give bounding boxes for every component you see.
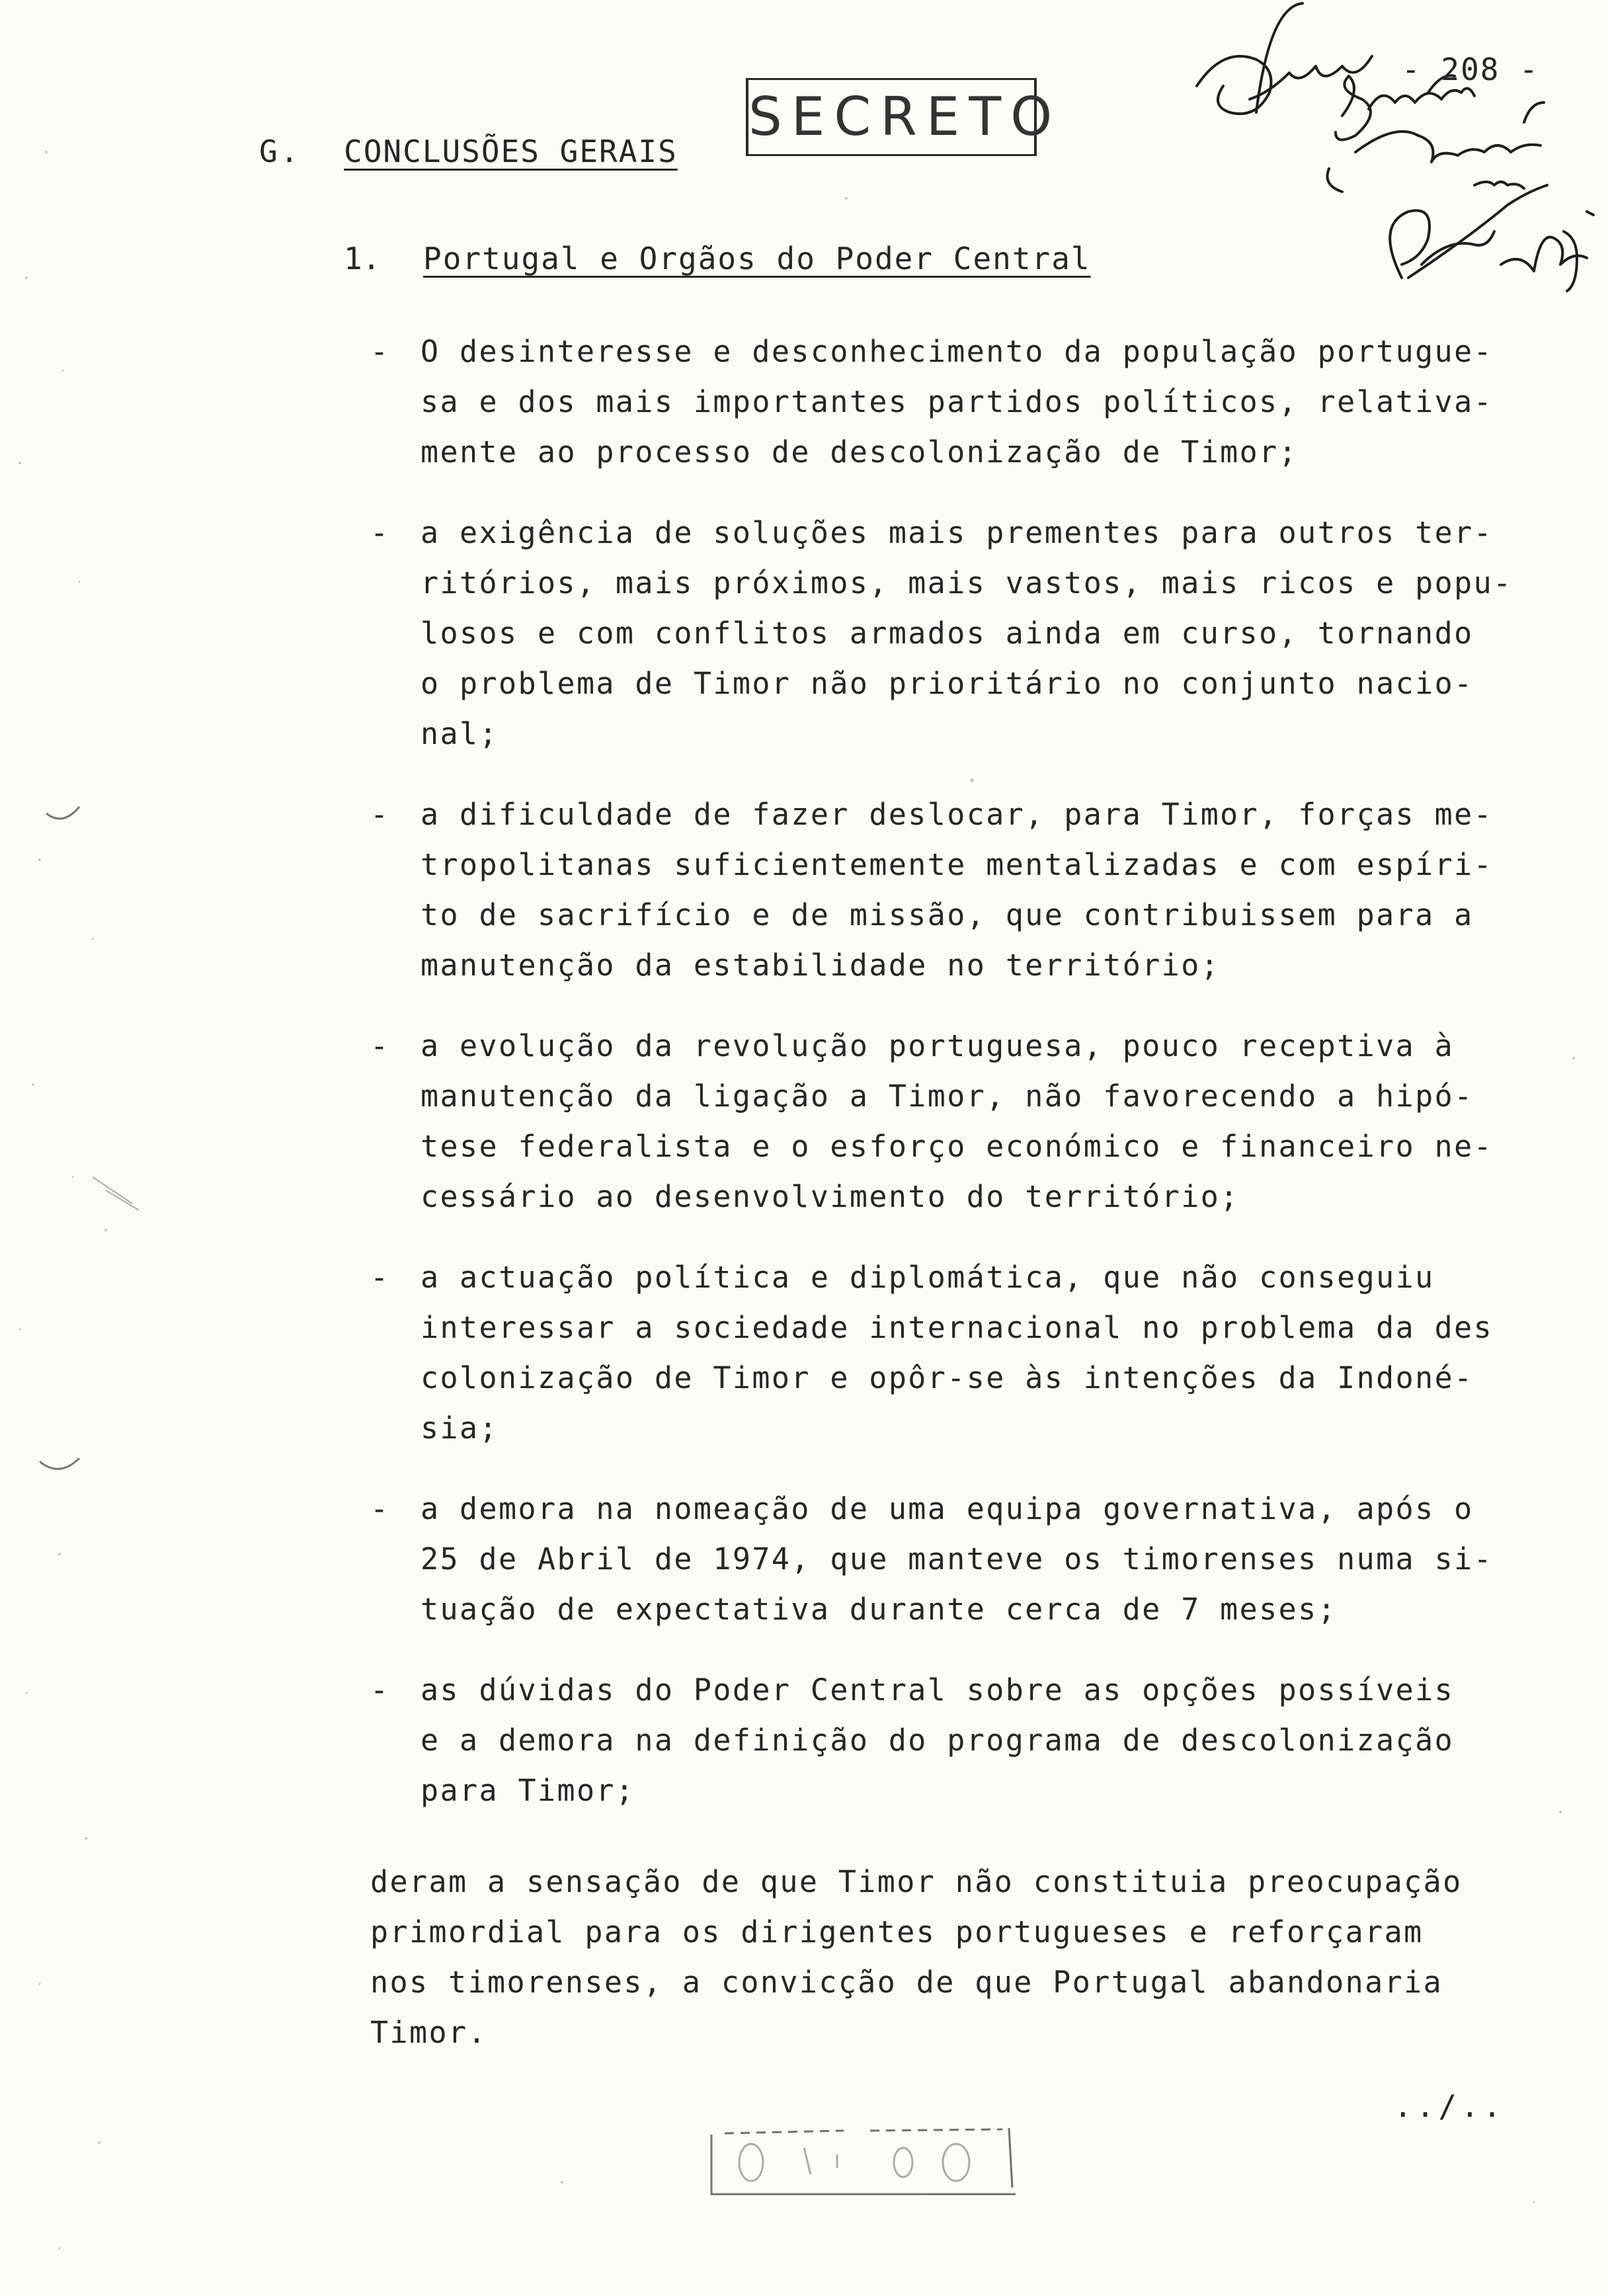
section-letter: G. [259, 134, 302, 169]
text-line: as dúvidas do Poder Central sobre as opções possíveis [421, 1672, 1455, 1707]
text-line: O desinteresse e desconhecimento da população portugue- [421, 334, 1494, 369]
text-line: nal; [421, 716, 499, 751]
page-number: - 208 - [1402, 52, 1539, 87]
section-title: CONCLUSÕES GERAIS [344, 134, 678, 169]
text-line: colonização de Timor e opôr-se às intenções da Indoné- [421, 1360, 1474, 1395]
list-dash: - [370, 1672, 390, 1707]
text-line: tropolitanas suficientemente mentalizadas e com espíri- [421, 847, 1494, 882]
conclusion-list [370, 327, 1560, 1846]
text-line: manutenção da ligação a Timor, não favorecendo a hipó- [421, 1079, 1474, 1114]
list-item [370, 1484, 1560, 1635]
text-line: mente ao processo de descolonização de Timor; [421, 434, 1299, 470]
text-line: 25 de Abril de 1974, que manteve os timorenses numa si- [421, 1541, 1494, 1577]
list-item [370, 1665, 1560, 1816]
text-line: o problema de Timor não prioritário no conjunto nacio- [421, 666, 1474, 701]
text-line: cessário ao desenvolvimento do território; [421, 1179, 1240, 1214]
list-item [370, 790, 1560, 991]
text-line: a evolução da revolução portuguesa, pouco receptiva à [421, 1028, 1455, 1063]
text-line: para Timor; [421, 1773, 635, 1808]
list-dash: - [370, 515, 390, 550]
text-line: tuação de expectativa durante cerca de 7 meses; [421, 1592, 1338, 1627]
archive-stamp [705, 2121, 1022, 2201]
subsection-title: Portugal e Orgãos do Poder Central [423, 241, 1091, 276]
text-line: a demora na nomeação de uma equipa governativa, após o [421, 1491, 1474, 1526]
text-line: ritórios, mais próximos, mais vastos, mais ricos e popu- [421, 565, 1513, 600]
continuation-mark: ../.. [1394, 2088, 1506, 2124]
subsection-number: 1. [344, 241, 381, 276]
list-dash: - [370, 1491, 390, 1526]
text-line: a exigência de soluções mais prementes para outros ter- [421, 515, 1494, 550]
text-line: nos timorenses, a convicção de que Portugal abandonaria [370, 1965, 1443, 2000]
text-line: interessar a sociedade internacional no problema da des [421, 1310, 1494, 1345]
handwritten-approval-annotation [1190, 0, 1600, 311]
text-line: sa e dos mais importantes partidos políticos, relativa- [421, 384, 1494, 419]
conclusion-paragraph [370, 1857, 1574, 2058]
list-dash: - [370, 1260, 390, 1295]
text-line: a actuação política e diplomática, que não conseguiu [421, 1260, 1435, 1295]
list-item [370, 327, 1560, 477]
text-line: a dificuldade de fazer deslocar, para Timor, forças me- [421, 797, 1494, 832]
text-line: e a demora na definição do programa de descolonização [421, 1723, 1455, 1758]
text-line: sia; [421, 1411, 499, 1446]
classification-stamp: SECRETO [746, 78, 1037, 156]
list-dash: - [370, 1028, 390, 1063]
list-item [370, 1021, 1560, 1222]
text-line: deram a sensação de que Timor não constituia preocupação [370, 1864, 1463, 1899]
list-item [370, 508, 1560, 759]
list-dash: - [370, 334, 390, 369]
text-line: Timor. [370, 2015, 487, 2050]
text-line: tese federalista e o esforço económico e financeiro ne- [421, 1129, 1494, 1164]
list-dash: - [370, 797, 390, 832]
text-line: primordial para os dirigentes portugueses e reforçaram [370, 1914, 1424, 1949]
list-item [370, 1252, 1560, 1454]
text-line: losos e com conflitos armados ainda em curso, tornando [421, 616, 1474, 651]
text-line: to de sacrifício e de missão, que contribuissem para a [421, 897, 1474, 932]
text-line: manutenção da estabilidade no território; [421, 948, 1221, 983]
